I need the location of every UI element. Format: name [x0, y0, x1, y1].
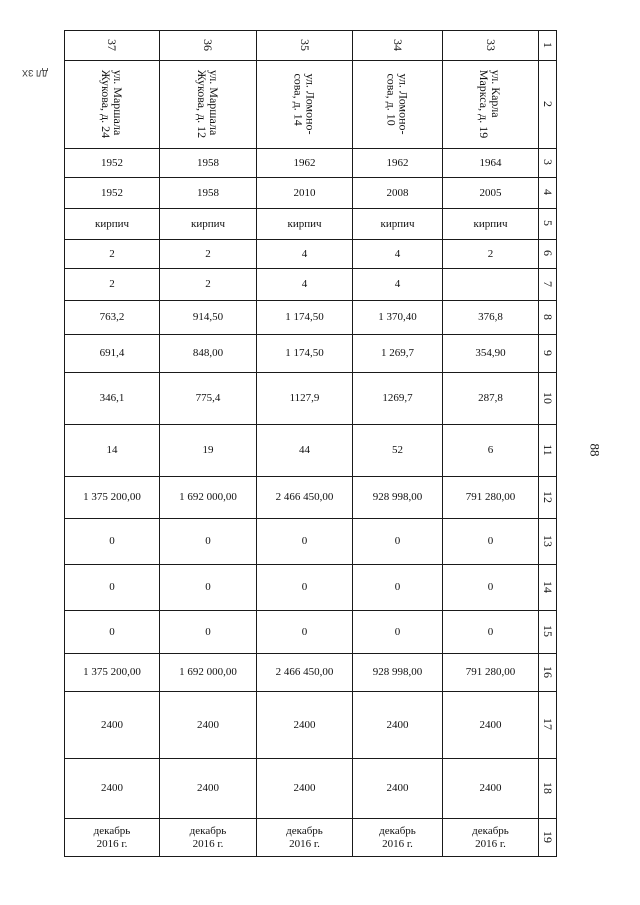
- table-cell: 1269,7: [353, 373, 443, 425]
- table-cell: кирпич: [443, 209, 539, 240]
- column-number: 1: [539, 31, 557, 61]
- table-row-max-cost: [65, 759, 557, 819]
- table-cell: 2400: [65, 692, 160, 759]
- table-cell: 0: [257, 611, 353, 654]
- table-cell: 0: [65, 519, 160, 565]
- column-number: 7: [539, 269, 557, 301]
- table-row-premises-area: [65, 335, 557, 373]
- table-cell: 2 466 450,00: [257, 654, 353, 692]
- table-row-owners-funds: [65, 654, 557, 692]
- table-cell: 914,50: [160, 301, 257, 335]
- table-cell: 4: [353, 269, 443, 301]
- table-cell: 376,8: [443, 301, 539, 335]
- table-cell: 1 269,7: [353, 335, 443, 373]
- column-number: 6: [539, 240, 557, 269]
- table-cell: 2400: [257, 759, 353, 819]
- table-row-entrances: [65, 269, 557, 301]
- table-cell: 0: [160, 611, 257, 654]
- table-cell: 1952: [65, 178, 160, 209]
- column-number: 13: [539, 519, 557, 565]
- table-cell: 2: [160, 240, 257, 269]
- table-cell: 1 370,40: [353, 301, 443, 335]
- table-cell: 1962: [353, 149, 443, 178]
- table-cell: 1 692 000,00: [160, 477, 257, 519]
- table-cell: 2: [160, 269, 257, 301]
- date-cell: декабрь 2016 г.: [443, 819, 539, 857]
- column-number: 16: [539, 654, 557, 692]
- table-cell: 0: [65, 565, 160, 611]
- table-cell: 2400: [353, 692, 443, 759]
- table-cell: 1958: [160, 149, 257, 178]
- table-cell: 791 280,00: [443, 477, 539, 519]
- table-cell: 2400: [160, 692, 257, 759]
- table-cell: 1964: [443, 149, 539, 178]
- table-cell: 1 692 000,00: [160, 654, 257, 692]
- table-cell: кирпич: [160, 209, 257, 240]
- table-cell: 691,4: [65, 335, 160, 373]
- table-row-total-area: [65, 301, 557, 335]
- table-cell: 791 280,00: [443, 654, 539, 692]
- column-number: 14: [539, 565, 557, 611]
- address-cell: ул. Маршала Жукова, д. 12: [160, 61, 257, 149]
- table-cell: 1127,9: [257, 373, 353, 425]
- address-cell: ул. Маршала Жукова, д. 24: [65, 61, 160, 149]
- table-cell: 2400: [353, 759, 443, 819]
- table-cell: 0: [353, 611, 443, 654]
- table-row-address: [65, 61, 557, 149]
- table-cell: 2400: [443, 759, 539, 819]
- buildings-table: [64, 30, 557, 857]
- table-row-fund-a: [65, 519, 557, 565]
- table-cell: 2 466 450,00: [257, 477, 353, 519]
- table-cell: 346,1: [65, 373, 160, 425]
- table-cell: 2400: [65, 759, 160, 819]
- table-cell: 0: [353, 565, 443, 611]
- table-cell: 4: [257, 240, 353, 269]
- table-cell: 2400: [160, 759, 257, 819]
- date-cell: декабрь 2016 г.: [65, 819, 160, 857]
- table-row-building-no: [65, 31, 557, 61]
- table-cell: 928 998,00: [353, 654, 443, 692]
- date-cell: декабрь 2016 г.: [257, 819, 353, 857]
- table-cell: [443, 269, 539, 301]
- table-cell: 19: [160, 425, 257, 477]
- table-cell: 287,8: [443, 373, 539, 425]
- table-cell: 44: [257, 425, 353, 477]
- table-cell: 2: [65, 269, 160, 301]
- column-number: 11: [539, 425, 557, 477]
- column-number: 4: [539, 178, 557, 209]
- table-row-unit-cost: [65, 692, 557, 759]
- table-cell: 1 375 200,00: [65, 654, 160, 692]
- table-row-year-built: [65, 149, 557, 178]
- table-cell: кирпич: [353, 209, 443, 240]
- building-no-cell: 37: [65, 31, 160, 61]
- column-number: 10: [539, 373, 557, 425]
- table-row-residential-area: [65, 373, 557, 425]
- table-row-material: [65, 209, 557, 240]
- table-row-cost-total: [65, 477, 557, 519]
- table-cell: 354,90: [443, 335, 539, 373]
- side-mark: ДЛ ЗХ: [22, 68, 48, 78]
- column-number: 9: [539, 335, 557, 373]
- table-cell: кирпич: [257, 209, 353, 240]
- table-cell: 0: [443, 565, 539, 611]
- column-number: 2: [539, 61, 557, 149]
- column-number: 15: [539, 611, 557, 654]
- table-cell: 928 998,00: [353, 477, 443, 519]
- table-cell: 6: [443, 425, 539, 477]
- table-cell: 0: [257, 519, 353, 565]
- table-cell: 2: [65, 240, 160, 269]
- page-number: 88: [587, 443, 603, 457]
- table-cell: 0: [353, 519, 443, 565]
- table-row-fund-b: [65, 565, 557, 611]
- table-cell: 4: [257, 269, 353, 301]
- column-number: 17: [539, 692, 557, 759]
- column-number: 8: [539, 301, 557, 335]
- table-row-residents: [65, 425, 557, 477]
- table-cell: 2008: [353, 178, 443, 209]
- table-cell: 2400: [257, 692, 353, 759]
- date-cell: декабрь 2016 г.: [353, 819, 443, 857]
- table-cell: 1 375 200,00: [65, 477, 160, 519]
- column-number: 3: [539, 149, 557, 178]
- column-number: 19: [539, 819, 557, 857]
- table-cell: 848,00: [160, 335, 257, 373]
- column-number: 5: [539, 209, 557, 240]
- table-cell: 775,4: [160, 373, 257, 425]
- column-number: 18: [539, 759, 557, 819]
- table-cell: 2: [443, 240, 539, 269]
- address-cell: ул. Карла Маркса, д. 19: [443, 61, 539, 149]
- table-cell: 0: [160, 565, 257, 611]
- date-cell: декабрь 2016 г.: [160, 819, 257, 857]
- address-cell: ул. Ломоно- сова, д. 10: [353, 61, 443, 149]
- table-cell: 52: [353, 425, 443, 477]
- table-cell: 2400: [443, 692, 539, 759]
- building-no-cell: 33: [443, 31, 539, 61]
- address-cell: ул. Ломоно- сова, д. 14: [257, 61, 353, 149]
- table-cell: кирпич: [65, 209, 160, 240]
- table-row-fund-c: [65, 611, 557, 654]
- table-row-year-renovation: [65, 178, 557, 209]
- table-cell: 0: [443, 611, 539, 654]
- table-cell: 0: [65, 611, 160, 654]
- table-cell: 2010: [257, 178, 353, 209]
- table-cell: 1 174,50: [257, 335, 353, 373]
- table-row-completion-date: [65, 819, 557, 857]
- building-no-cell: 35: [257, 31, 353, 61]
- table-cell: 1952: [65, 149, 160, 178]
- building-no-cell: 36: [160, 31, 257, 61]
- table-cell: 4: [353, 240, 443, 269]
- table-cell: 0: [443, 519, 539, 565]
- table-cell: 1958: [160, 178, 257, 209]
- table-cell: 1962: [257, 149, 353, 178]
- building-no-cell: 34: [353, 31, 443, 61]
- table-cell: 1 174,50: [257, 301, 353, 335]
- table-cell: 14: [65, 425, 160, 477]
- column-number: 12: [539, 477, 557, 519]
- table-cell: 0: [257, 565, 353, 611]
- table-row-floors: [65, 240, 557, 269]
- table-cell: 0: [160, 519, 257, 565]
- table-cell: 2005: [443, 178, 539, 209]
- table-cell: 763,2: [65, 301, 160, 335]
